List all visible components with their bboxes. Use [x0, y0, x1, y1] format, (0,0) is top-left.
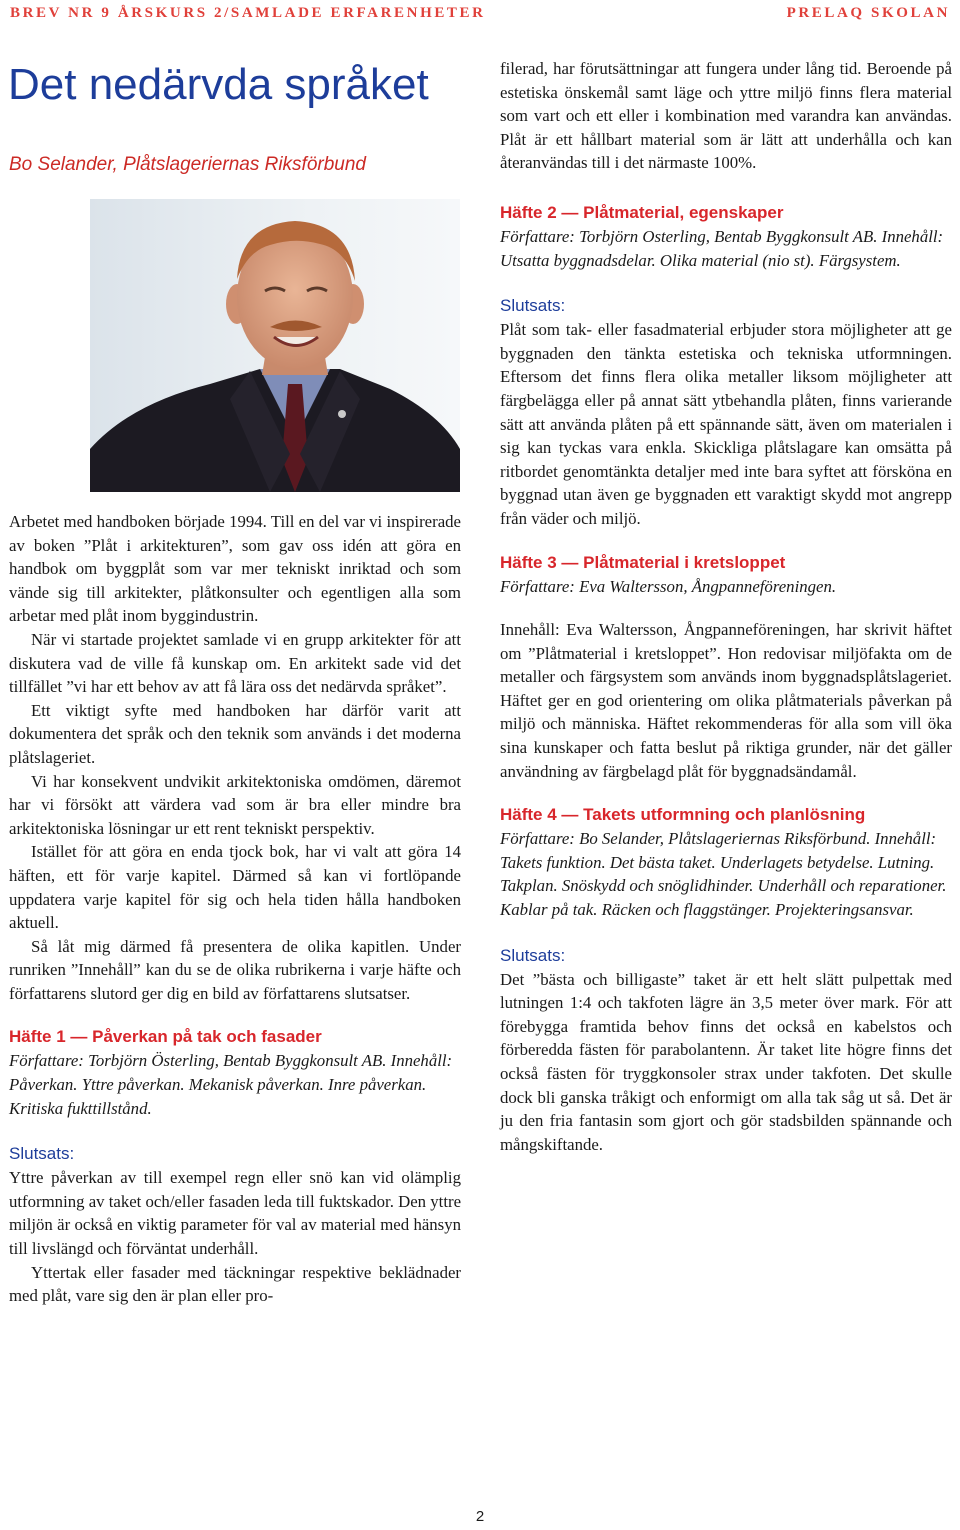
section-heading-hafte-4: Häfte 4 — Takets utformning och planlösning: [500, 805, 866, 825]
right-column: [500, 57, 952, 1156]
conclusion-label: Slutsats:: [500, 296, 566, 316]
conclusion-label: Slutsats:: [9, 1144, 75, 1164]
intro-paragraph: Så låt mig därmed få presentera de olika kapitlen. Under runriken ”Innehåll” kan du se de olika rubrikerna i varje häfte och författarens slutord ger dig en bild av författarens slutsatser.: [9, 936, 461, 1003]
intro-paragraph: Vi har konsekvent undvikit arkitektoniska omdömen, däremot har vi försökt att värdera vad som är bra eller mindre bra arkitektoniska lösningar ur ett rent tekniskt perspektiv.: [9, 771, 461, 838]
section-meta-hafte-4: Författare: Bo Selander, Plåtslageriernas Riksförbund. Innehåll: Takets funktion. Det bästa taket. Underlagets betydelse. Lutning. Takplan. Snöskydd och snöglidhinder. Underhåll och reparationer. Kablar på tak. Räcken och flaggstänger. Projekteringsansvar.: [500, 829, 947, 920]
section-meta-hafte-1: Författare: Torbjörn Österling, Bentab Byggkonsult AB. Innehåll: Påverkan. Yttre påverkan. Mekanisk påverkan. Inre påverkan. Kritiska fukttillstånd.: [9, 1051, 453, 1118]
section-meta-hafte-2: Författare: Torbjörn Osterling, Bentab Byggkonsult AB. Innehåll: Utsatta byggnadsdelar. Olika material (nio st). Färgsystem.: [500, 226, 944, 270]
conclusion-paragraph-continued: filerad, har förutsättningar att fungera under lång tid. Beroende på estetiska önskemål samt läge och yttre miljö finns flera material som vart och ett eller i kombination med varandra kan användas. Plåt är ett hållbart material som är lätt att underhålla och kan återanvändas till i det närmaste 100%.: [500, 59, 952, 173]
conclusion-label: Slutsats:: [500, 945, 566, 965]
conclusion-paragraph: Det ”bästa och billigaste” taket är ett helt slätt pulpettak med lutningen 1:4 och takfoten lägre än 3,5 meter över mark. För att förebygga framtida behov finns det också en kabelstos och förberedda fästen för parabolantenn. Är taket lite högre finns det också fästen för tryggkonsoler strax under takfoten. Det skulle dock bli ganska tråkigt och enformigt om alla tak såg ut så. Det är ju den fria fantasin som gjort och gör stadsbilden spännande och mångskiftande.: [500, 969, 952, 1154]
conclusion-paragraph: Plåt som tak- eller fasadmaterial erbjuder stora möjligheter att ge byggnaden den tänkta estetiska och tekniska utformningen. Eftersom det finns flera olika metaller liksom möjligheter att färgbelägga eller på annat sätt ytbehandla plåten, finns varierande sätt att använda plåten på ett spännande sätt, även om materialen i sig kan tyckas vara enkla. Skickliga plåtslagare kan omsätta på ritbordet genomtänkta detaljer med inte bara syftet att försköna en byggnad utan även ge byggnaden ett varaktigt skydd mot angrepp från väder och miljö.: [500, 320, 952, 528]
running-header-school: PRELAQ SKOLAN: [786, 5, 950, 21]
running-header-title: BREV NR 9 ÅRSKURS 2/SAMLADE ERFARENHETER: [10, 5, 486, 21]
section-body-hafte-3: Innehåll: Eva Waltersson, Ångpanneföreningen, har skrivit häftet om ”Plåtmaterial i kretsloppet”. Hon redovisar miljöfakta om de metaller och färgsystem som används inom byggnadsplåtslageriet. Häftet ger en god orientering om olika plåtmaterials påverkan på miljö och människa. Häftet rekommenderas för alla som vill öka sina kunskaper och fatta beslut på riktiga grunder, när det gäller användning av färgbelagd plåt för byggnadsändamål.: [500, 620, 952, 781]
section-heading-hafte-3: Häfte 3 — Plåtmaterial i kretsloppet: [500, 552, 786, 572]
left-column: [9, 510, 461, 1308]
conclusion-paragraph: Yttertak eller fasader med täckningar respektive beklädnader med plåt, vare sig den är plan eller pro-: [9, 1262, 461, 1306]
conclusion-paragraph: Yttre påverkan av till exempel regn eller snö kan vid olämplig utformning av taket och/eller fasaden leda till fuktskador. Den yttre miljön är också en viktig parameter för val av material med hänsyn till livslängd och förväntat underhåll.: [9, 1168, 462, 1259]
intro-paragraph: Ett viktigt syfte med handboken har därför varit att dokumentera det språk och den teknik som används i det moderna plåtslageriet.: [9, 700, 461, 767]
section-heading-hafte-2: Häfte 2 — Plåtmaterial, egenskaper: [500, 202, 784, 222]
article-byline: Bo Selander, Plåtslageriernas Riksförbund: [9, 154, 366, 175]
article-title: Det nedärvda språket: [8, 60, 429, 109]
intro-paragraph: När vi startade projektet samlade vi en grupp arkitekter för att diskutera vad de ville få kunskap om. En arkitekt sade vid det tillfället ”vi har ett behov av att få lära oss det nedärvda språket”.: [9, 629, 461, 697]
intro-paragraph: Istället för att göra en enda tjock bok, har vi valt att göra 14 häften, ett för varje kapitel. Därmed så kan vi fortlöpande uppdatera varje kapitel för sig och hela tiden hålla handboken aktuell.: [9, 842, 461, 933]
author-portrait-photo: [90, 199, 460, 492]
intro-paragraph: Arbetet med handboken började 1994. Till en del var vi inspirerade av boken ”Plåt i arkitekturen”, som gav oss idén att göra en handbok om byggplåt som var mer tekniskt inriktad och som vände sig till arkitekter, plåtkonsulter och egentligen alla som arbetar med plåt inom byggindustrin.: [9, 512, 461, 626]
section-heading-hafte-1: Häfte 1 — Påverkan på tak och fasader: [9, 1027, 322, 1047]
section-meta-hafte-3: Författare: Eva Waltersson, Ångpanneföreningen.: [500, 576, 837, 596]
page-number: 2: [475, 1508, 485, 1525]
